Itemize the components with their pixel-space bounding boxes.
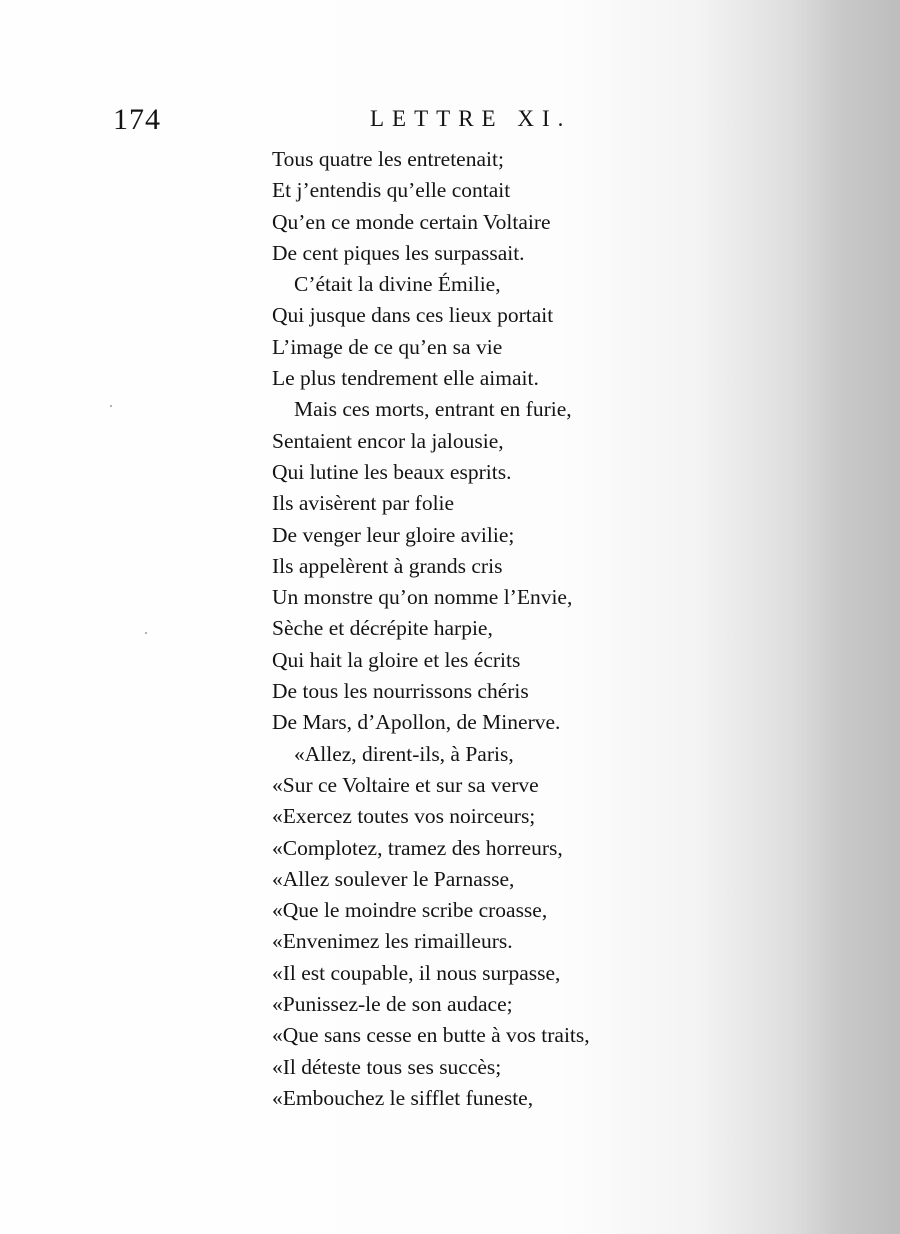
poem-line: «Il déteste tous ses succès; bbox=[272, 1054, 502, 1079]
poem-line: «Envenimez les rimailleurs. bbox=[272, 929, 513, 954]
poem-line: De Mars, d’Apollon, de Minerve. bbox=[272, 710, 561, 735]
poem-line: Qui hait la gloire et les écrits bbox=[272, 647, 521, 672]
poem-line: Sèche et décrépite harpie, bbox=[272, 616, 493, 641]
running-head: LETTRE XI. bbox=[370, 106, 572, 131]
poem-line: Et j’entendis qu’elle contait bbox=[272, 178, 511, 203]
page-number: 174 bbox=[113, 103, 161, 136]
poem-line: Qui jusque dans ces lieux portait bbox=[272, 303, 554, 328]
poem-line: Ils avisèrent par folie bbox=[272, 491, 455, 516]
poem-line: «Que sans cesse en butte à vos traits, bbox=[272, 1023, 590, 1048]
poem-line: «Allez, dirent-ils, à Paris, bbox=[294, 741, 514, 766]
poem-line: «Sur ce Voltaire et sur sa verve bbox=[272, 772, 539, 797]
poem-line: «Allez soulever le Parnasse, bbox=[272, 866, 515, 891]
poem-line: Le plus tendrement elle aimait. bbox=[272, 366, 539, 391]
poem-line: C’était la divine Émilie, bbox=[294, 272, 501, 297]
poem-line: «Punissez-le de son audace; bbox=[272, 992, 513, 1017]
poem-line: Ils appelèrent à grands cris bbox=[272, 553, 503, 578]
poem-line: «Que le moindre scribe croasse, bbox=[272, 898, 548, 923]
poem-line: Qu’en ce monde certain Voltaire bbox=[272, 209, 551, 234]
poem-line: «Exercez toutes vos noirceurs; bbox=[272, 804, 536, 829]
paper-speck bbox=[145, 632, 147, 634]
poem bbox=[272, 144, 590, 1114]
poem-line: «Il est coupable, il nous surpasse, bbox=[272, 960, 561, 985]
paper-speck bbox=[110, 405, 112, 407]
poem-line: De tous les nourrissons chéris bbox=[272, 679, 529, 704]
poem-line: Mais ces morts, entrant en furie, bbox=[294, 397, 572, 422]
poem-line: L’image de ce qu’en sa vie bbox=[272, 334, 503, 359]
poem-line: Tous quatre les entretenait; bbox=[272, 147, 504, 171]
poem-line: «Complotez, tramez des horreurs, bbox=[272, 835, 563, 860]
poem-line: Qui lutine les beaux esprits. bbox=[272, 459, 512, 484]
poem-line: De venger leur gloire avilie; bbox=[272, 522, 515, 547]
poem-line: Un monstre qu’on nomme l’Envie, bbox=[272, 585, 573, 610]
poem-line: «Embouchez le sifflet funeste, bbox=[272, 1085, 534, 1110]
poem-line: Sentaient encor la jalousie, bbox=[272, 428, 504, 453]
poem-line: De cent piques les surpassait. bbox=[272, 240, 525, 265]
